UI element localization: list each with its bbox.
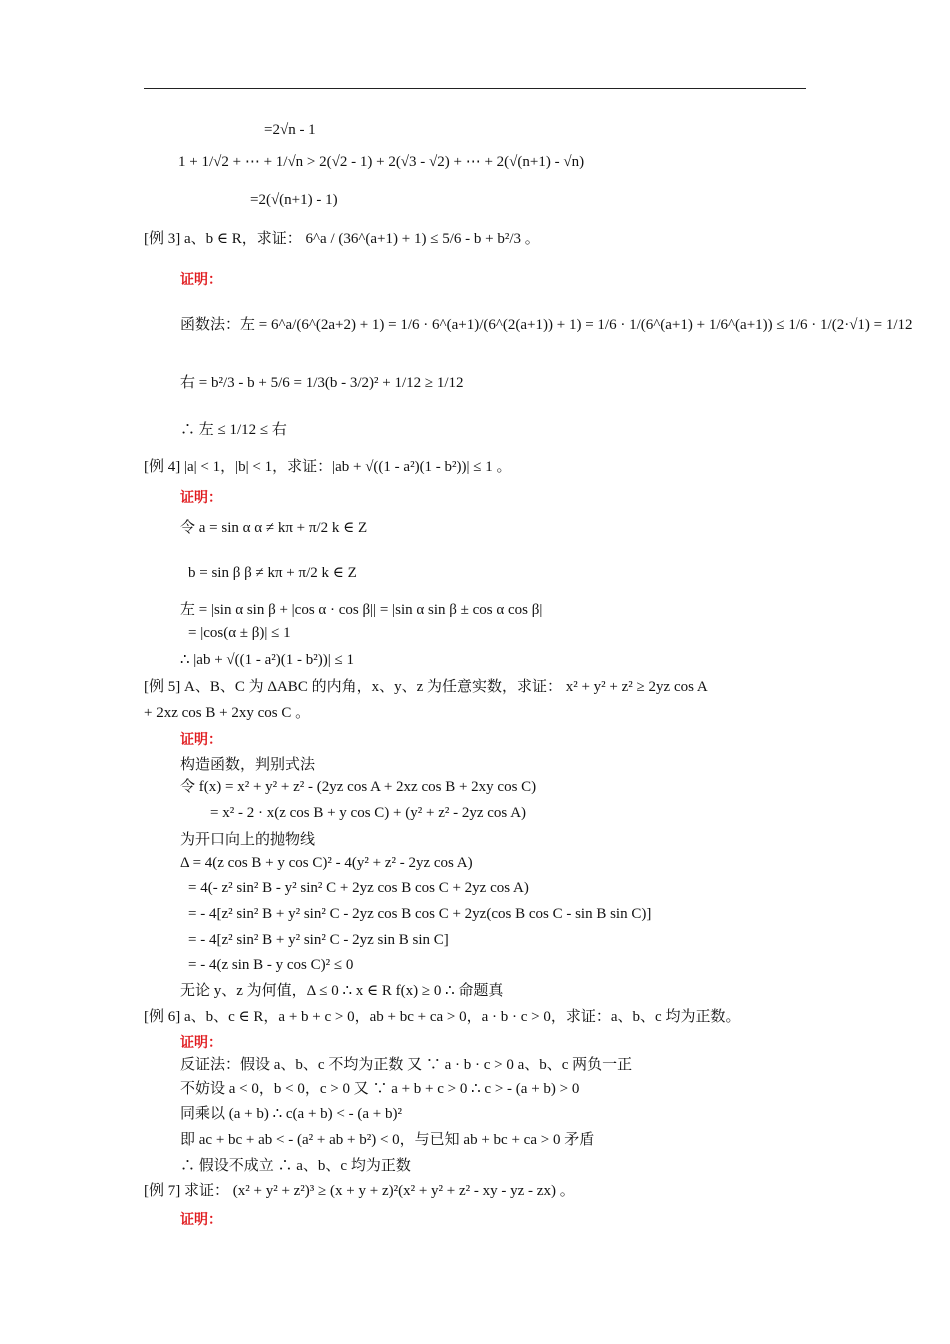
text-line: 不妨设 a < 0，b < 0，c > 0 又 ∵ a + b + c > 0 ∴ c > - (a + b) > 0 — [180, 1081, 580, 1097]
text-line: = |cos(α ± β)| ≤ 1 — [188, 625, 291, 641]
text-line: [例 6] a、b、c ∈ R，a + b + c > 0，ab + bc + ca > 0，a · b · c > 0，求证：a、b、c 均为正数。 — [144, 1009, 741, 1025]
proof-label: 证明： — [180, 490, 222, 506]
proof-label: 证明： — [180, 272, 222, 288]
text-line: 即 ac + bc + ab < - (a² + ab + b²) < 0，与已知 ab + bc + ca > 0 矛盾 — [180, 1132, 595, 1148]
text-line: = - 4(z sin B - y cos C)² ≤ 0 — [188, 957, 354, 973]
text-line: 左 = |sin α sin β + |cos α · cos β|| = |sin α sin β ± cos α cos β| — [180, 602, 543, 618]
text-line: 为开口向上的抛物线 — [180, 832, 316, 848]
text-line: =2√n - 1 — [264, 122, 316, 138]
text-line: + 2xz cos B + 2xy cos C 。 — [144, 705, 311, 721]
text-line: Δ = 4(z cos B + y cos C)² - 4(y² + z² - 2yz cos A) — [180, 855, 473, 871]
text-line: ∴ 左 ≤ 1/12 ≤ 右 — [180, 422, 287, 438]
proof-label: 证明： — [180, 1212, 222, 1228]
text-line: = - 4[z² sin² B + y² sin² C - 2yz sin B sin C] — [188, 932, 449, 948]
proof-label: 证明： — [180, 732, 222, 748]
proof-label: 证明： — [180, 1035, 222, 1051]
text-line: = x² - 2 · x(z cos B + y cos C) + (y² + z² - 2yz cos A) — [210, 805, 527, 821]
text-line: 令 f(x) = x² + y² + z² - (2yz cos A + 2xz cos B + 2xy cos C) — [180, 779, 537, 795]
text-line: ∴ 假设不成立 ∴ a、b、c 均为正数 — [180, 1158, 411, 1174]
text-line: 令 a = sin α α ≠ kπ + π/2 k ∈ Z — [180, 520, 368, 536]
text-line: 反证法：假设 a、b、c 不均为正数 又 ∵ a · b · c > 0 a、b、c 两负一正 — [180, 1057, 633, 1073]
text-line: =2(√(n+1) - 1) — [250, 192, 338, 208]
text-line: = 4(- z² sin² B - y² sin² C + 2yz cos B cos C + 2yz cos A) — [188, 880, 529, 896]
text-line: 无论 y、z 为何值，Δ ≤ 0 ∴ x ∈ R f(x) ≥ 0 ∴ 命题真 — [180, 983, 504, 999]
text-line: b = sin β β ≠ kπ + π/2 k ∈ Z — [188, 565, 357, 581]
text-line: ∴ |ab + √((1 - a²)(1 - b²))| ≤ 1 — [180, 652, 354, 668]
text-line: [例 7] 求证： (x² + y² + z²)³ ≥ (x + y + z)²(x² + y² + z² - xy - yz - zx) 。 — [144, 1183, 575, 1199]
text-line: [例 5] A、B、C 为 ΔABC 的内角，x、y、z 为任意实数，求证： x² + y² + z² ≥ 2yz cos A — [144, 679, 708, 695]
text-line: = - 4[z² sin² B + y² sin² C - 2yz cos B cos C + 2yz(cos B cos C - sin B sin C)] — [188, 906, 652, 922]
text-line: 构造函数，判别式法 — [180, 757, 316, 773]
text-line: [例 4] |a| < 1，|b| < 1，求证：|ab + √((1 - a²)(1 - b²))| ≤ 1 。 — [144, 459, 512, 475]
text-line: [例 3] a、b ∈ R，求证： 6^a / (36^(a+1) + 1) ≤ 5/6 - b + b²/3 。 — [144, 231, 540, 247]
text-line: 1 + 1/√2 + ⋯ + 1/√n > 2(√2 - 1) + 2(√3 - √2) + ⋯ + 2(√(n+1) - √n) — [178, 154, 585, 170]
text-line: 函数法：左 = 6^a/(6^(2a+2) + 1) = 1/6 · 6^(a+1)/(6^(2(a+1)) + 1) = 1/6 · 1/(6^(a+1) + 1/6^(a+1)) ≤ 1/6 · 1/(2·√1) = 1/12 — [180, 317, 913, 333]
header-rule — [144, 88, 806, 89]
text-line: 右 = b²/3 - b + 5/6 = 1/3(b - 3/2)² + 1/12 ≥ 1/12 — [180, 375, 464, 391]
text-line: 同乘以 (a + b) ∴ c(a + b) < - (a + b)² — [180, 1106, 402, 1122]
